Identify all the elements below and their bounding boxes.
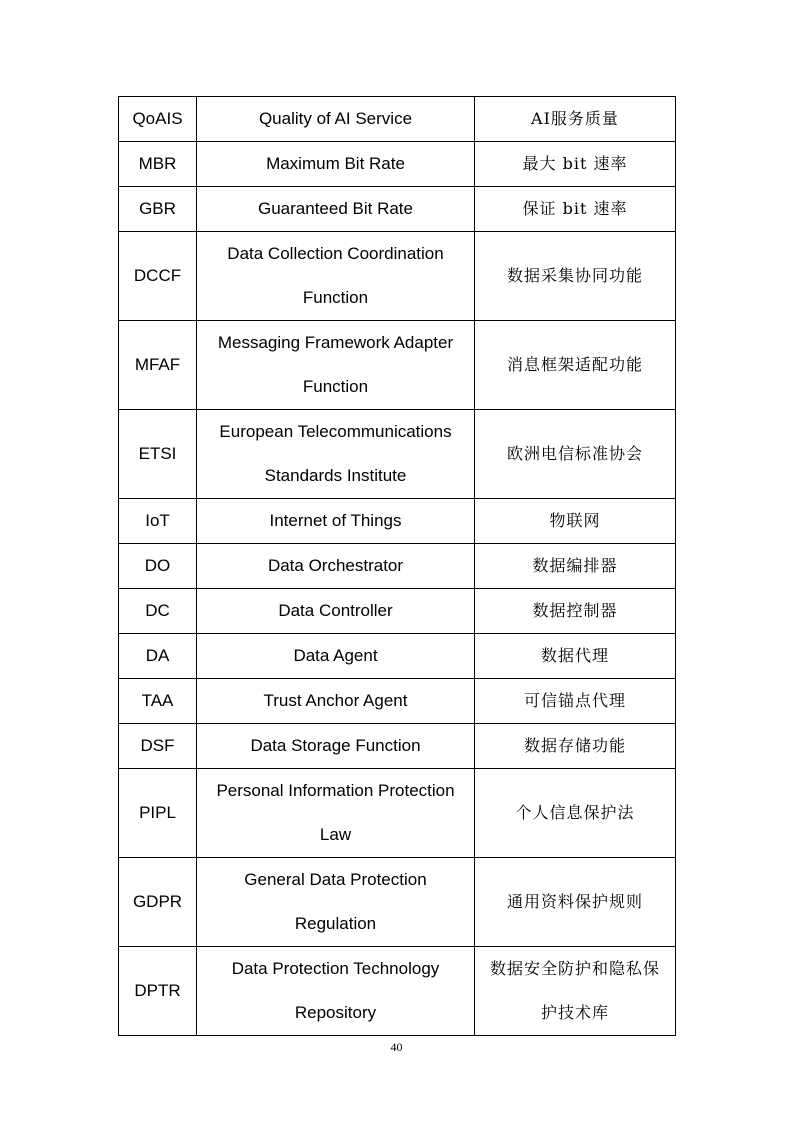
english-term-cell: General Data Protection Regulation xyxy=(197,858,475,947)
english-term-cell: European Telecommunications Standards Institute xyxy=(197,410,475,499)
chinese-term-cell: AI服务质量 xyxy=(475,97,676,142)
abbreviation-cell: IoT xyxy=(119,499,197,544)
abbreviation-cell: TAA xyxy=(119,679,197,724)
english-term-cell: Internet of Things xyxy=(197,499,475,544)
table-row xyxy=(119,544,676,589)
chinese-term-cell: 个人信息保护法 xyxy=(475,769,676,858)
english-term-cell: Quality of AI Service xyxy=(197,97,475,142)
abbreviation-cell: ETSI xyxy=(119,410,197,499)
chinese-term-cell: 数据采集协同功能 xyxy=(475,232,676,321)
english-term-cell: Personal Information Protection Law xyxy=(197,769,475,858)
abbreviation-cell: DSF xyxy=(119,724,197,769)
chinese-term-cell: 数据编排器 xyxy=(475,544,676,589)
table-row xyxy=(119,499,676,544)
page-number: 40 xyxy=(390,1040,403,1054)
table-row xyxy=(119,97,676,142)
english-term-cell: Guaranteed Bit Rate xyxy=(197,187,475,232)
table-row xyxy=(119,947,676,1036)
table-row xyxy=(119,679,676,724)
english-term-cell: Messaging Framework Adapter Function xyxy=(197,321,475,410)
chinese-term-cell: 数据存储功能 xyxy=(475,724,676,769)
abbreviation-table xyxy=(118,96,676,1036)
english-term-cell: Data Storage Function xyxy=(197,724,475,769)
chinese-term-cell: 数据控制器 xyxy=(475,589,676,634)
table-row xyxy=(119,321,676,410)
abbreviation-cell: MFAF xyxy=(119,321,197,410)
chinese-term-cell: 欧洲电信标准协会 xyxy=(475,410,676,499)
abbreviation-cell: DA xyxy=(119,634,197,679)
table-row xyxy=(119,589,676,634)
english-term-cell: Data Collection Coordination Function xyxy=(197,232,475,321)
chinese-term-cell: 最大 bit 速率 xyxy=(475,142,676,187)
chinese-term-cell: 数据安全防护和隐私保护技术库 xyxy=(475,947,676,1036)
abbreviation-cell: DCCF xyxy=(119,232,197,321)
abbreviation-cell: GDPR xyxy=(119,858,197,947)
table-row xyxy=(119,769,676,858)
chinese-term-cell: 通用资料保护规则 xyxy=(475,858,676,947)
chinese-term-cell: 可信锚点代理 xyxy=(475,679,676,724)
english-term-cell: Data Controller xyxy=(197,589,475,634)
abbreviation-cell: DPTR xyxy=(119,947,197,1036)
abbreviation-cell: GBR xyxy=(119,187,197,232)
table-row xyxy=(119,410,676,499)
english-term-cell: Trust Anchor Agent xyxy=(197,679,475,724)
table-row xyxy=(119,634,676,679)
abbreviation-cell: DC xyxy=(119,589,197,634)
english-term-cell: Maximum Bit Rate xyxy=(197,142,475,187)
abbreviation-cell: MBR xyxy=(119,142,197,187)
english-term-cell: Data Orchestrator xyxy=(197,544,475,589)
english-term-cell: Data Agent xyxy=(197,634,475,679)
table-row xyxy=(119,142,676,187)
english-term-cell: Data Protection Technology Repository xyxy=(197,947,475,1036)
table-row xyxy=(119,187,676,232)
chinese-term-cell: 消息框架适配功能 xyxy=(475,321,676,410)
table-row xyxy=(119,724,676,769)
abbreviation-cell: PIPL xyxy=(119,769,197,858)
abbreviation-cell: DO xyxy=(119,544,197,589)
chinese-term-cell: 物联网 xyxy=(475,499,676,544)
abbreviation-cell: QoAIS xyxy=(119,97,197,142)
chinese-term-cell: 数据代理 xyxy=(475,634,676,679)
table-row xyxy=(119,858,676,947)
chinese-term-cell: 保证 bit 速率 xyxy=(475,187,676,232)
table-row xyxy=(119,232,676,321)
